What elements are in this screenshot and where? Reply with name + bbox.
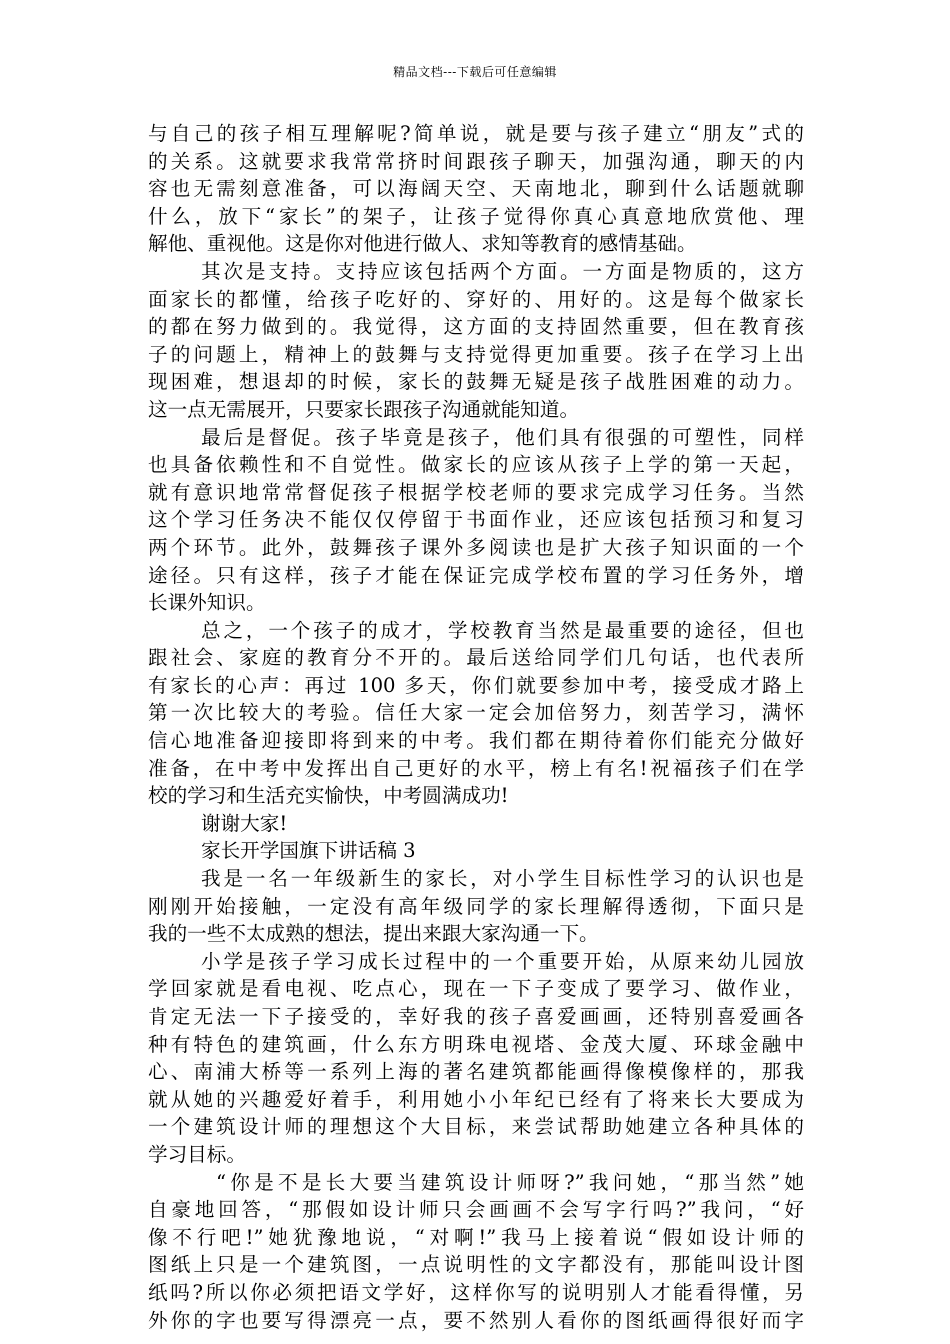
text-line: 纸吗?所以你必须把语文学好，这样你写的说明别人才能看得懂，另	[148, 1280, 804, 1304]
text-line: 刚刚开始接触，一定没有高年级同学的家长理解得透彻，下面只是	[148, 894, 804, 918]
text-line: 就有意识地常常督促孩子根据学校老师的要求完成学习任务。当然	[148, 480, 804, 504]
text-line: 学习目标。	[148, 1142, 246, 1166]
text-line: 两个环节。此外，鼓舞孩子课外多阅读也是扩大孩子知识面的一个	[148, 535, 804, 559]
text-line: 这一点无需展开，只要家长跟孩子沟通就能知道。	[148, 397, 580, 421]
text-line: 也具备依赖性和不自觉性。做家长的应该从孩子上学的第一天起，	[148, 453, 804, 477]
text-line: 肯定无法一下子接受的，幸好我的孩子喜爱画画，还特别喜爱画各	[148, 1005, 804, 1028]
text-line: “你是不是长大要当建筑设计师呀?”我问她，“那当然”她	[216, 1170, 804, 1194]
text-line: 容也无需刻意准备，可以海阔天空、天南地北，聊到什么话题就聊	[148, 177, 804, 201]
text-line: 信心地准备迎接即将到来的中考。我们都在期待着你们能充分做好	[148, 729, 804, 753]
text-line: 我是一名一年级新生的家长，对小学生目标性学习的认识也是	[201, 867, 804, 891]
text-line: 种有特色的建筑画，什么东方明珠电视塔、金茂大厦、环球金融中	[148, 1032, 804, 1056]
text-line: 校的学习和生活充实愉快，中考圆满成功!	[148, 784, 509, 808]
text-line: 自豪地回答，“那假如设计师只会画画不会写字行吗?”我问，“好	[148, 1198, 804, 1222]
text-line: 外你的字也要写得漂亮一点，要不然别人看你的图纸画得很好而字	[148, 1308, 804, 1332]
page-header: 精品文档---下载后可任意编辑	[393, 65, 557, 79]
text-line: 一个建筑设计师的理想这个大目标，来尝试帮助她建立各种具体的	[148, 1115, 804, 1139]
text-line: 就从她的兴趣爱好着手，利用她小小年纪已经有了将来长大要成为	[148, 1087, 804, 1111]
text-line: 与自己的孩子相互理解呢?简单说，就是要与孩子建立“朋友”式的	[148, 122, 804, 145]
text-line: 跟社会、家庭的教育分不开的。最后送给同学们几句话，也代表所	[148, 646, 804, 670]
text-line: 的都在努力做到的。我觉得，这方面的支持固然重要，但在教育孩	[148, 315, 804, 339]
text-line: 有家长的心声：再过 100 多天，你们就要参加中考，接受成才路上	[148, 673, 804, 697]
text-line: 小学是孩子学习成长过程中的一个重要开始，从原来幼儿园放	[201, 949, 804, 973]
text-line: 现困难，想退却的时候，家长的鼓舞无疑是孩子战胜困难的动力。	[148, 370, 804, 394]
text-line: 的关系。这就要求我常常挤时间跟孩子聊天，加强沟通，聊天的内	[148, 149, 804, 173]
text-line: 我的一些不太成熟的想法，提出来跟大家沟通一下。	[148, 922, 599, 946]
text-line: 图纸上只是一个建筑图，一点说明性的文字都没有，那能叫设计图	[148, 1253, 804, 1277]
text-line: 面家长的都懂，给孩子吃好的、穿好的、用好的。这是每个做家长	[148, 287, 804, 311]
text-line: 最后是督促。孩子毕竟是孩子，他们具有很强的可塑性，同样	[201, 425, 804, 449]
text-line: 学回家就是看电视、吃点心，现在一下子变成了要学习、做作业，	[148, 977, 804, 1001]
text-line: 准备，在中考中发挥出自己更好的水平，榜上有名!祝福孩子们在学	[148, 756, 804, 780]
text-line: 什么，放下“家长”的架子，让孩子觉得你真心真意地欣赏他、理	[148, 204, 804, 228]
text-line: 这个学习任务决不能仅仅停留于书面作业，还应该包括预习和复习	[148, 508, 804, 532]
text-line: 总之，一个孩子的成才，学校教育当然是最重要的途径，但也	[201, 618, 804, 642]
document-body	[148, 120, 804, 1334]
text-line: 第一次比较大的考验。信任大家一定会加倍努力，刻苦学习，满怀	[148, 701, 804, 725]
text-line: 子的问题上，精神上的鼓舞与支持觉得更加重要。孩子在学习上出	[148, 342, 804, 366]
text-line: 像不行吧!”她犹豫地说，“对啊!”我马上接着说“假如设计师的	[148, 1225, 804, 1249]
text-line: 其次是支持。支持应该包括两个方面。一方面是物质的，这方	[201, 259, 804, 283]
text-line: 家长开学国旗下讲话稿 3	[201, 839, 416, 863]
text-line: 心、南浦大桥等一系列上海的著名建筑都能画得像模像样的，那我	[148, 1060, 804, 1084]
text-line: 长课外知识。	[148, 591, 266, 615]
text-line: 途径。只有这样，孩子才能在保证完成学校布置的学习任务外，增	[148, 563, 804, 587]
text-line: 谢谢大家!	[201, 811, 288, 835]
text-line: 解他、重视他。这是你对他进行做人、求知等教育的感情基础。	[148, 232, 697, 256]
